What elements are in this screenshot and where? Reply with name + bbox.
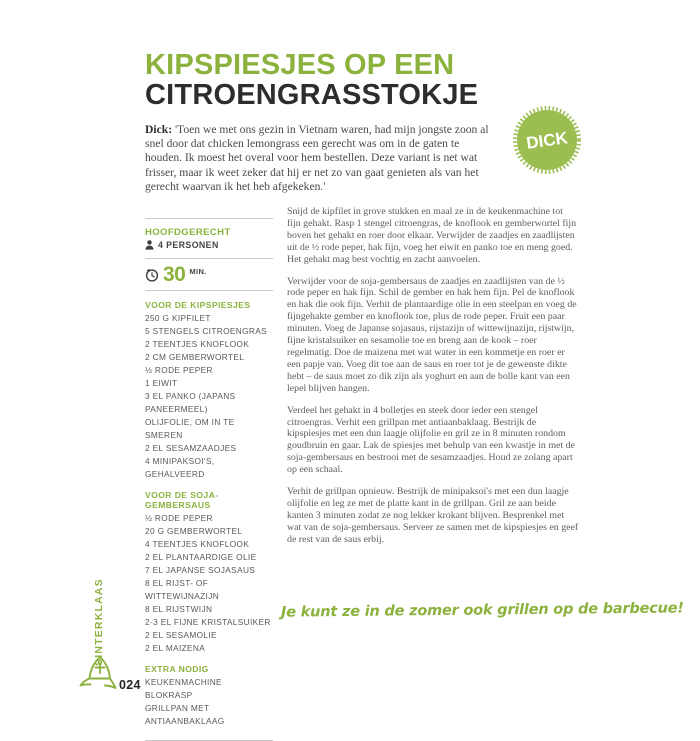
time-value: 30 bbox=[163, 263, 186, 286]
ingredient-section-title: VOOR DE KIPSPIESJES bbox=[145, 300, 251, 310]
ingredient-section-title: VOOR DE SOJA-GEMBERSAUS bbox=[145, 490, 219, 510]
ingredient-item: 2 EL MAIZENA bbox=[145, 643, 206, 653]
ingredient-item: 2 EL PLANTAARDIGE OLIE bbox=[145, 552, 257, 562]
ingredient-item: 1 EIWIT bbox=[145, 378, 178, 388]
servings-row bbox=[145, 240, 273, 250]
course-label: HOOFDGERECHT bbox=[145, 227, 231, 238]
ingredient-item: 8 EL RIJST- OF WITTEWIJNAZIJN bbox=[145, 578, 220, 601]
method-text bbox=[287, 206, 579, 556]
badge-sticker-icon bbox=[512, 105, 582, 175]
ingredient-item: 8 EL RIJSTWIJN bbox=[145, 604, 213, 614]
divider bbox=[145, 218, 273, 219]
author-badge bbox=[512, 105, 582, 175]
ingredient-item: ½ RODE PEPER bbox=[145, 365, 213, 375]
recipe-title-line2: CITROENGRASSTOKJE bbox=[145, 79, 479, 111]
intro-speaker: Dick: bbox=[145, 123, 173, 136]
recipe-title-line1: KIPSPIESJES OP EEN bbox=[145, 49, 455, 81]
ingredient-item: 20 G GEMBERWORTEL bbox=[145, 526, 243, 536]
divider bbox=[145, 290, 273, 291]
method-paragraph: Snijd de kipfilet in grove stukken en maal ze in de keukenmachine tot fijn gehakt. Rasp 1 stengel citroengras, de knoflook en gemberwortel fijn boven het gehakt en roer door elkaar. Verwijder de zaadjes en zaadlijsten uit de ½ rode peper, hak fijn, voeg het eiwit en panko toe en meng goed. Het gehakt mag best vochtig en zacht aanvoelen. bbox=[287, 206, 577, 265]
person-icon bbox=[145, 240, 154, 250]
method-paragraph: Verhit de grillpan opnieuw. Bestrijk de minipaksoi's met een dun laagje olijfolie en leg ze met de platte kant in de grillpan. Gril ze aan beide kanten 3 minuten zodat ze nog lekker krokant blijven. Besprenkel met wat van de soja-gembersaus. Serveer ze samen met de kipspiesjes en geef de rest van de saus erbij. bbox=[287, 486, 579, 545]
clock-icon bbox=[145, 268, 159, 282]
ingredient-item: 2 EL SESAMOLIE bbox=[145, 630, 217, 640]
ingredient-item: 3 EL PANKO (JAPANS PANEERMEEL) bbox=[145, 391, 236, 414]
intro-quote bbox=[145, 123, 497, 194]
equipment-item: KEUKENMACHINE bbox=[145, 677, 222, 687]
ingredient-item: 4 TEENTJES KNOFLOOK bbox=[145, 539, 250, 549]
time-unit: MIN. bbox=[189, 267, 207, 276]
equipment-list bbox=[145, 676, 273, 728]
time-row bbox=[145, 259, 273, 290]
ingredient-item: ½ RODE PEPER bbox=[145, 513, 213, 523]
badge-label: DICK bbox=[525, 128, 569, 153]
equipment-item: GRILLPAN MET ANTIAANBAKLAAG bbox=[145, 703, 225, 726]
page-title bbox=[145, 50, 585, 110]
ingredient-list-kipspiesjes bbox=[145, 312, 273, 481]
ingredient-item: 4 MINIPAKSOI'S, GEHALVEERD bbox=[145, 456, 215, 479]
ingredient-section-title: EXTRA NODIG bbox=[145, 664, 209, 674]
handwritten-tip: Je kunt ze in de zomer ook grillen op de barbecue! bbox=[280, 600, 684, 621]
ingredient-item: 2 CM GEMBERWORTEL bbox=[145, 352, 245, 362]
ingredient-item: 250 G KIPFILET bbox=[145, 313, 211, 323]
page-number: 024 bbox=[119, 678, 141, 692]
ingredient-item: 2 EL SESAMZAADJES bbox=[145, 443, 237, 453]
method-paragraph: Verwijder voor de soja-gembersaus de zaadjes en zaadlijsten van de ½ rode peper en hak fijn. Schil de gember en hak hem fijn. Pel de knoflook en hak die ook fijn. Verhit de plantaardige olie in een steelpan en voeg de fijngehakte gember en knoflook toe, plus de rode peper. Fruit een paar minuten. Voeg de Japanse sojasaus, rijstazijn of wittewijnazijn, rijstwijn, fijne kristalsuiker en sesamolie toe en breng aan de kook – roer regelmatig. Doe de maizena met wat water in een kommetje en roer er een papje van. Voeg dit toe aan de saus en roer tot je de gewenste dikte hebt – de saus moet zo dik zijn als yoghurt en aan de bolle kant van een lepel blijven hangen. bbox=[287, 275, 577, 394]
ingredients-sidebar bbox=[145, 218, 273, 741]
ingredient-item: 2-3 EL FIJNE KRISTALSUIKER bbox=[145, 617, 271, 627]
ingredient-list-sojagembersaus bbox=[145, 512, 273, 655]
servings-label: 4 PERSONEN bbox=[158, 240, 219, 250]
chapter-spine-label: SINTERKLAAS bbox=[93, 578, 105, 666]
ingredient-item: 7 EL JAPANSE SOJASAUS bbox=[145, 565, 256, 575]
mitre-logo-icon bbox=[79, 654, 119, 697]
equipment-item: BLOKRASP bbox=[145, 690, 193, 700]
method-paragraph: Verdeel het gehakt in 4 bolletjes en steek door ieder een stengel citroengras. Verhit een grillpan met antiaanbaklaag. Bestrijk de kipspiesjes met een dun laagje olijfolie en gril ze in 8 minuten rondom goudbruin en gaar. Lak de spiesjes met behulp van een kwastje in met de soja-gembersaus en bestrooi met de sesamzaadjes. Houd ze zolang apart op een schaal. bbox=[287, 404, 575, 476]
ingredient-item: OLIJFOLIE, OM IN TE SMEREN bbox=[145, 417, 235, 440]
ingredient-item: 2 TEENTJES KNOFLOOK bbox=[145, 339, 250, 349]
ingredient-item: 5 STENGELS CITROENGRAS bbox=[145, 326, 268, 336]
intro-quote-text: 'Toen we met ons gezin in Vietnam waren, had mijn jongste zoon al snel door dat chicken lemongrass een gerecht was om in de gaten te houden. Ik moest het overal voor hem bestellen. Deze variant is net wat frisser, maar ik weet zeker dat hij er net zo van gaat genieten als van het gerecht waarvan ik het heb afgekeken.' bbox=[145, 123, 489, 193]
